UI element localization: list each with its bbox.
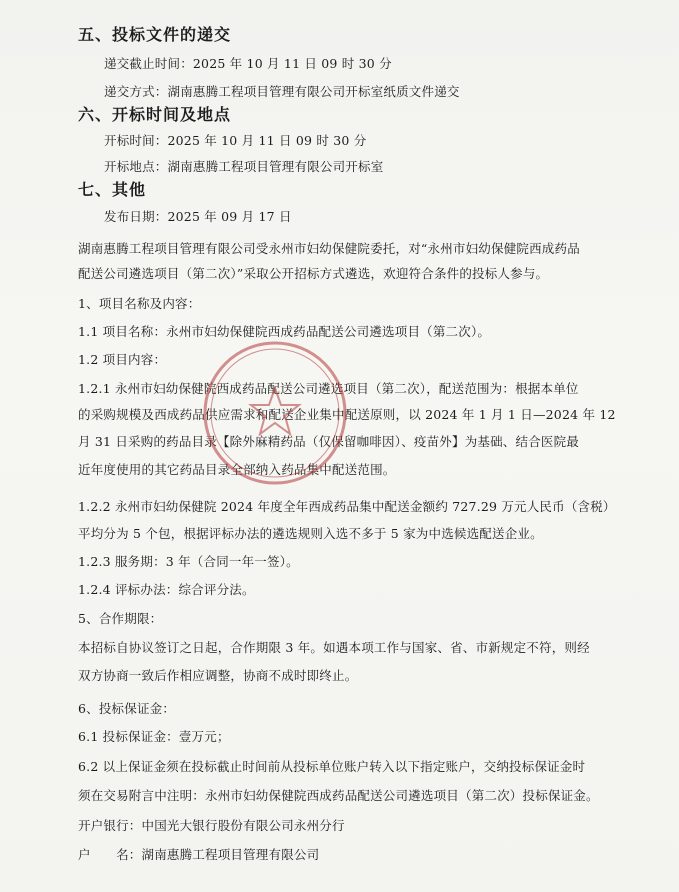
publish-date: 发布日期：2025 年 09 月 17 日 (104, 209, 292, 224)
submission-method: 递交方式：湖南惠腾工程项目管理有限公司开标室纸质文件递交 (104, 84, 460, 99)
opening-time: 开标时间：2025 年 10 月 11 日 09 时 30 分 (104, 133, 367, 148)
section-5-heading: 五、投标文件的递交 (78, 25, 232, 44)
item-1-2-1-line-b: 的采购规模及西成药品供应需求和配送企业集中配送原则，以 2024 年 1 月 1 日—2024 年 12 (78, 407, 616, 422)
intro-line-1: 湖南惠腾工程项目管理有限公司受永州市妇幼保健院委托，对“永州市妇幼保健院西成药品 (78, 241, 580, 256)
account-name: 户 名：湖南惠腾工程项目管理有限公司 (78, 847, 320, 862)
opening-place: 开标地点：湖南惠腾工程项目管理有限公司开标室 (104, 159, 384, 174)
section-6-heading: 六、开标时间及地点 (78, 105, 232, 124)
section-7-heading: 七、其他 (78, 180, 147, 199)
item-1-2: 1.2 项目内容： (78, 352, 167, 367)
item-1-2-3: 1.2.3 服务期：3 年（合同一年一签）。 (78, 554, 299, 569)
item-1-2-4: 1.2.4 评标办法：综合评分法。 (78, 582, 255, 597)
item-1-heading: 1、项目名称及内容： (78, 296, 201, 311)
item-1-2-2-line-b: 平均分为 5 个包，根据评标办法的遴选规则入选不多于 5 家为中选候选配送企业。 (78, 526, 543, 541)
item-6-1: 6.1 投标保证金：壹万元； (78, 729, 230, 744)
item-1-1: 1.1 项目名称：永州市妇幼保健院西成药品配送公司遴选项目（第二次）。 (78, 324, 491, 339)
item-5-line-a: 本招标自协议签订之日起，合作期限 3 年。如遇本项工作与国家、省、市新规定不符，则经 (78, 640, 590, 655)
bank-name: 开户银行：中国光大银行股份有限公司永州分行 (78, 818, 345, 833)
item-1-2-1-line-d: 近年度使用的其它药品目录全部纳入药品集中配送范围。 (78, 462, 396, 477)
item-1-2-1-line-c: 月 31 日采购的药品目录【除外麻精药品（仅保留咖啡因）、疫苗外】为基础、结合医院最 (78, 434, 580, 449)
item-5-line-b: 双方协商一致后作相应调整，协商不成时即终止。 (78, 668, 358, 683)
submission-deadline: 递交截止时间：2025 年 10 月 11 日 09 时 30 分 (104, 56, 392, 71)
item-6-heading: 6、投标保证金： (78, 701, 176, 716)
item-1-2-1-line-a: 1.2.1 永州市妇幼保健院西成药品配送公司遴选项目（第二次），配送范围为：根据本单位 (78, 381, 579, 396)
item-6-2-line-b: 须在交易附言中注明：永州市妇幼保健院西成药品配送公司遴选项目（第二次）投标保证金。 (78, 788, 599, 803)
item-5-heading: 5、合作期限： (78, 611, 163, 626)
intro-line-2: 配送公司遴选项目（第二次）”采取公开招标方式遴选，欢迎符合条件的投标人参与。 (78, 266, 549, 281)
item-6-2-line-a: 6.2 以上保证金须在投标截止时间前从投标单位账户转入以下指定账户，交纳投标保证金时 (78, 759, 586, 774)
item-1-2-2-line-a: 1.2.2 永州市妇幼保健院 2024 年度全年西成药品集中配送金额约 727.29 万元人民币（含税） (78, 499, 616, 514)
